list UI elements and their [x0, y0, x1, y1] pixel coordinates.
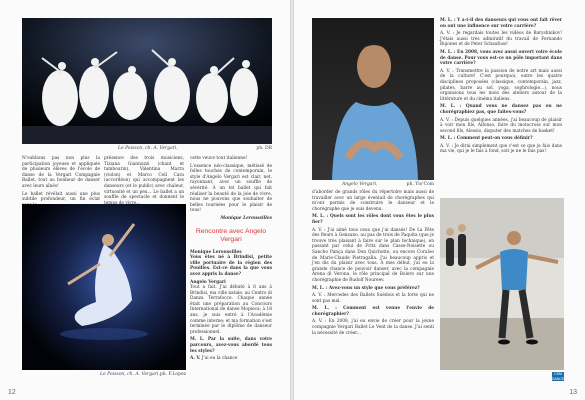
question: M. L. : Comment peut-on vous définir?: [440, 136, 533, 142]
photo1-caption: [118, 146, 272, 151]
answer: A. V. : En 2008, j'ai eu envie de créer pour la jeune compagnie Vergari Ballet Le Vent de la danse. J'ai senti la nécessité de créer...: [312, 319, 434, 336]
dancers-photo: [22, 18, 272, 144]
question: Par la suite, dans votre parcours, avez-vous abordé tous les styles?: [190, 337, 273, 354]
photo2-caption: [100, 372, 186, 377]
paragraph: Le ballet révélait aussi une plus subtile profondeur, un fin éclat: [22, 191, 100, 203]
paragraph: d'aborder de grands rôles du répertoire mais aussi de travailler avec un large éventail de chorégraphes qui m'ont permis de construire le danseur et le chorégraphe que je suis devenu.: [312, 190, 434, 212]
publisher-logo: CSM DANCE: [552, 372, 565, 381]
interview-title: Rencontre avec Angelo Vergari: [195, 227, 267, 243]
right-col-1: [312, 190, 434, 390]
answer: A. V. : Je dirai simplement que c'est ce que je fais dans ma vie, qui je le fais à fond, soit je ne le fais pas!: [440, 143, 562, 155]
answer: A. V. : Mercedes des Ballets Suédois et la forte qui ne sont pas mal.: [312, 293, 434, 304]
paragraph: N'oublions pas non plus la participation joyeuse et appliquée de plusieurs élèves de l'école de danse de la Vergari Compagnie Ballet, tout au bonheur de danser avec leurs aînés!: [22, 156, 100, 189]
left-page: [0, 0, 290, 400]
interview-qa: [190, 337, 272, 354]
left-col-3: [190, 156, 272, 368]
question: M. L. : Quand vous ne dansez pas ou ne chorégraphiez pas, que faites-vous?: [440, 104, 562, 115]
speaker: Angelo Vergari: [190, 279, 226, 285]
answer: A. V. : Transmettre la passion de notre art mais aussi de la culture! C'est pourquoi, outre les quatre disciplines proposées (classique, contemporain, jazz, pilates, barre au sol, yoga, sophrologie...), nous organisons tous les mois des ateliers autour de la littérature et du cinéma italiens.: [440, 68, 562, 102]
studio-image: [440, 198, 564, 370]
portrait-photo: [312, 18, 434, 180]
interview-qa: [190, 280, 272, 336]
question: M. L. : Y a-t-il des danseurs qui vous ont fait rêver ou ont une influence sur votre carrière?: [440, 18, 562, 29]
interview-qa: [190, 356, 272, 362]
answer: Tout a fait. J'ai débuté à 8 ans à Brindisi, ma ville natale, au Centro di Danza Terrafocce. Chaque année était une préparation au Concours International de danse Mopieca; à 18 ans, je suis entré à l'Académie comme interne; et ma formation s'est terminée par le diplôme de danseur professionnel.: [190, 285, 272, 335]
answer: A. V. : J'ai aimé tous ceux que j'ai dansés! De La Fête des fleurs à Genzano, au pas de trois de Paquita (que je trouve très plaisant à faire sur le plan technique), en passant par celui de Fritz dans Casse-Noisette ou Sancho Pança dans Don Quichotte, ou encore Coraloo de Marie-Claude Pietragalla. J'ai beaucoup appris et j'en dis du plaisir avec tous. À mes début, j'ai eu la grande chance de pouvoir danser, avec la compagnie Arena di Verona, le rôle principal de Bolero sur une chorégraphie de Rudolf Noureev.: [312, 227, 434, 283]
left-col-2: [104, 156, 184, 200]
question: Vous êtes né à Brindisi, petite ville portuaire de la région des Pouilles. Est-ce dans la que vous avez appris la danse?: [190, 255, 272, 277]
page-number-left: 12: [8, 389, 16, 396]
caption-credit: ph. DR: [256, 146, 272, 151]
question: M. L. : Avez-vous un style que vous préférez?: [312, 285, 420, 291]
answer: A. V. : Je regardais toutes les vidéos de Baryshnikov! J'étais aussi très admiratif du travail de Fernando Bujones et de Peter Schaufuss!: [440, 31, 562, 48]
right-col-2: [440, 18, 562, 194]
caption-text: Le Poisson, ch. A. Vergari,: [100, 372, 160, 377]
question: M. L. : En 2008, vous avez aussi ouvert votre école de danse. Pour vous est-ce un pôle important dans votre carrière?: [440, 49, 562, 67]
portrait-image: [312, 18, 434, 180]
studio-photo: [440, 198, 564, 370]
interview-qa: [190, 250, 272, 278]
paragraph: L'essence néo-classique, métissé de folles touches de contemporain, le style d'Angelo Vergari est clair, net, rayonnant, avec un souffle de sévérité. À un tel ballet qui fait réaliser la beauté de la joie de vivre, nous ne pouvons que souhaiter de belles tournées pour le plaisir de tous!: [190, 163, 272, 214]
right-page: [294, 0, 585, 400]
caption-text: Le Poisson, ch. A. Vergari,: [118, 146, 178, 151]
caption-credit: ph. F.Lopez: [159, 372, 186, 377]
paragraph: cette veuve tout italienne!: [190, 156, 248, 161]
author-signature: Monique Leroussilles: [220, 215, 272, 221]
question: M. L. : Comment est venue l'envie de chorégraphier?: [312, 306, 434, 317]
solo-dancer-photo: [22, 204, 186, 370]
speaker: Monique Leroussilles: [190, 249, 242, 255]
paragraph: présence des trois musiciens, Tiziana Giannuzzi (chant et tambourin), Valentina Marra (violon) et Marco Cell Cara (accordéon) qui accompagnent les danseurs (et le public) avec chaleur, virtuosité et un peu... Le ballet a un souffle de spectacle et donnent le: [104, 156, 184, 201]
dancers-image: [22, 18, 272, 144]
portrait-caption: [342, 182, 434, 187]
caption-text: Angelo Vergari,: [342, 182, 378, 187]
answer: J'ai eu la chance: [201, 356, 238, 362]
left-col-1: [22, 156, 100, 203]
page-number-right: 13: [569, 389, 577, 396]
caption-credit: ph. Yio'Com: [406, 182, 434, 187]
question: M. L. : Quels sont les rôles dont vous êtes le plus fier?: [312, 214, 434, 225]
speaker: A. V.: [190, 356, 201, 362]
solo-dancer-image: [22, 204, 186, 370]
answer: A. V. : Depuis quelques années, j'ai beaucoup de plaisir à voir mon fils, Alfonso, faire du motocross sur mon second fils, Alessio, disputer des matches de basket!: [440, 117, 562, 134]
speaker: M. L.: [190, 337, 205, 343]
